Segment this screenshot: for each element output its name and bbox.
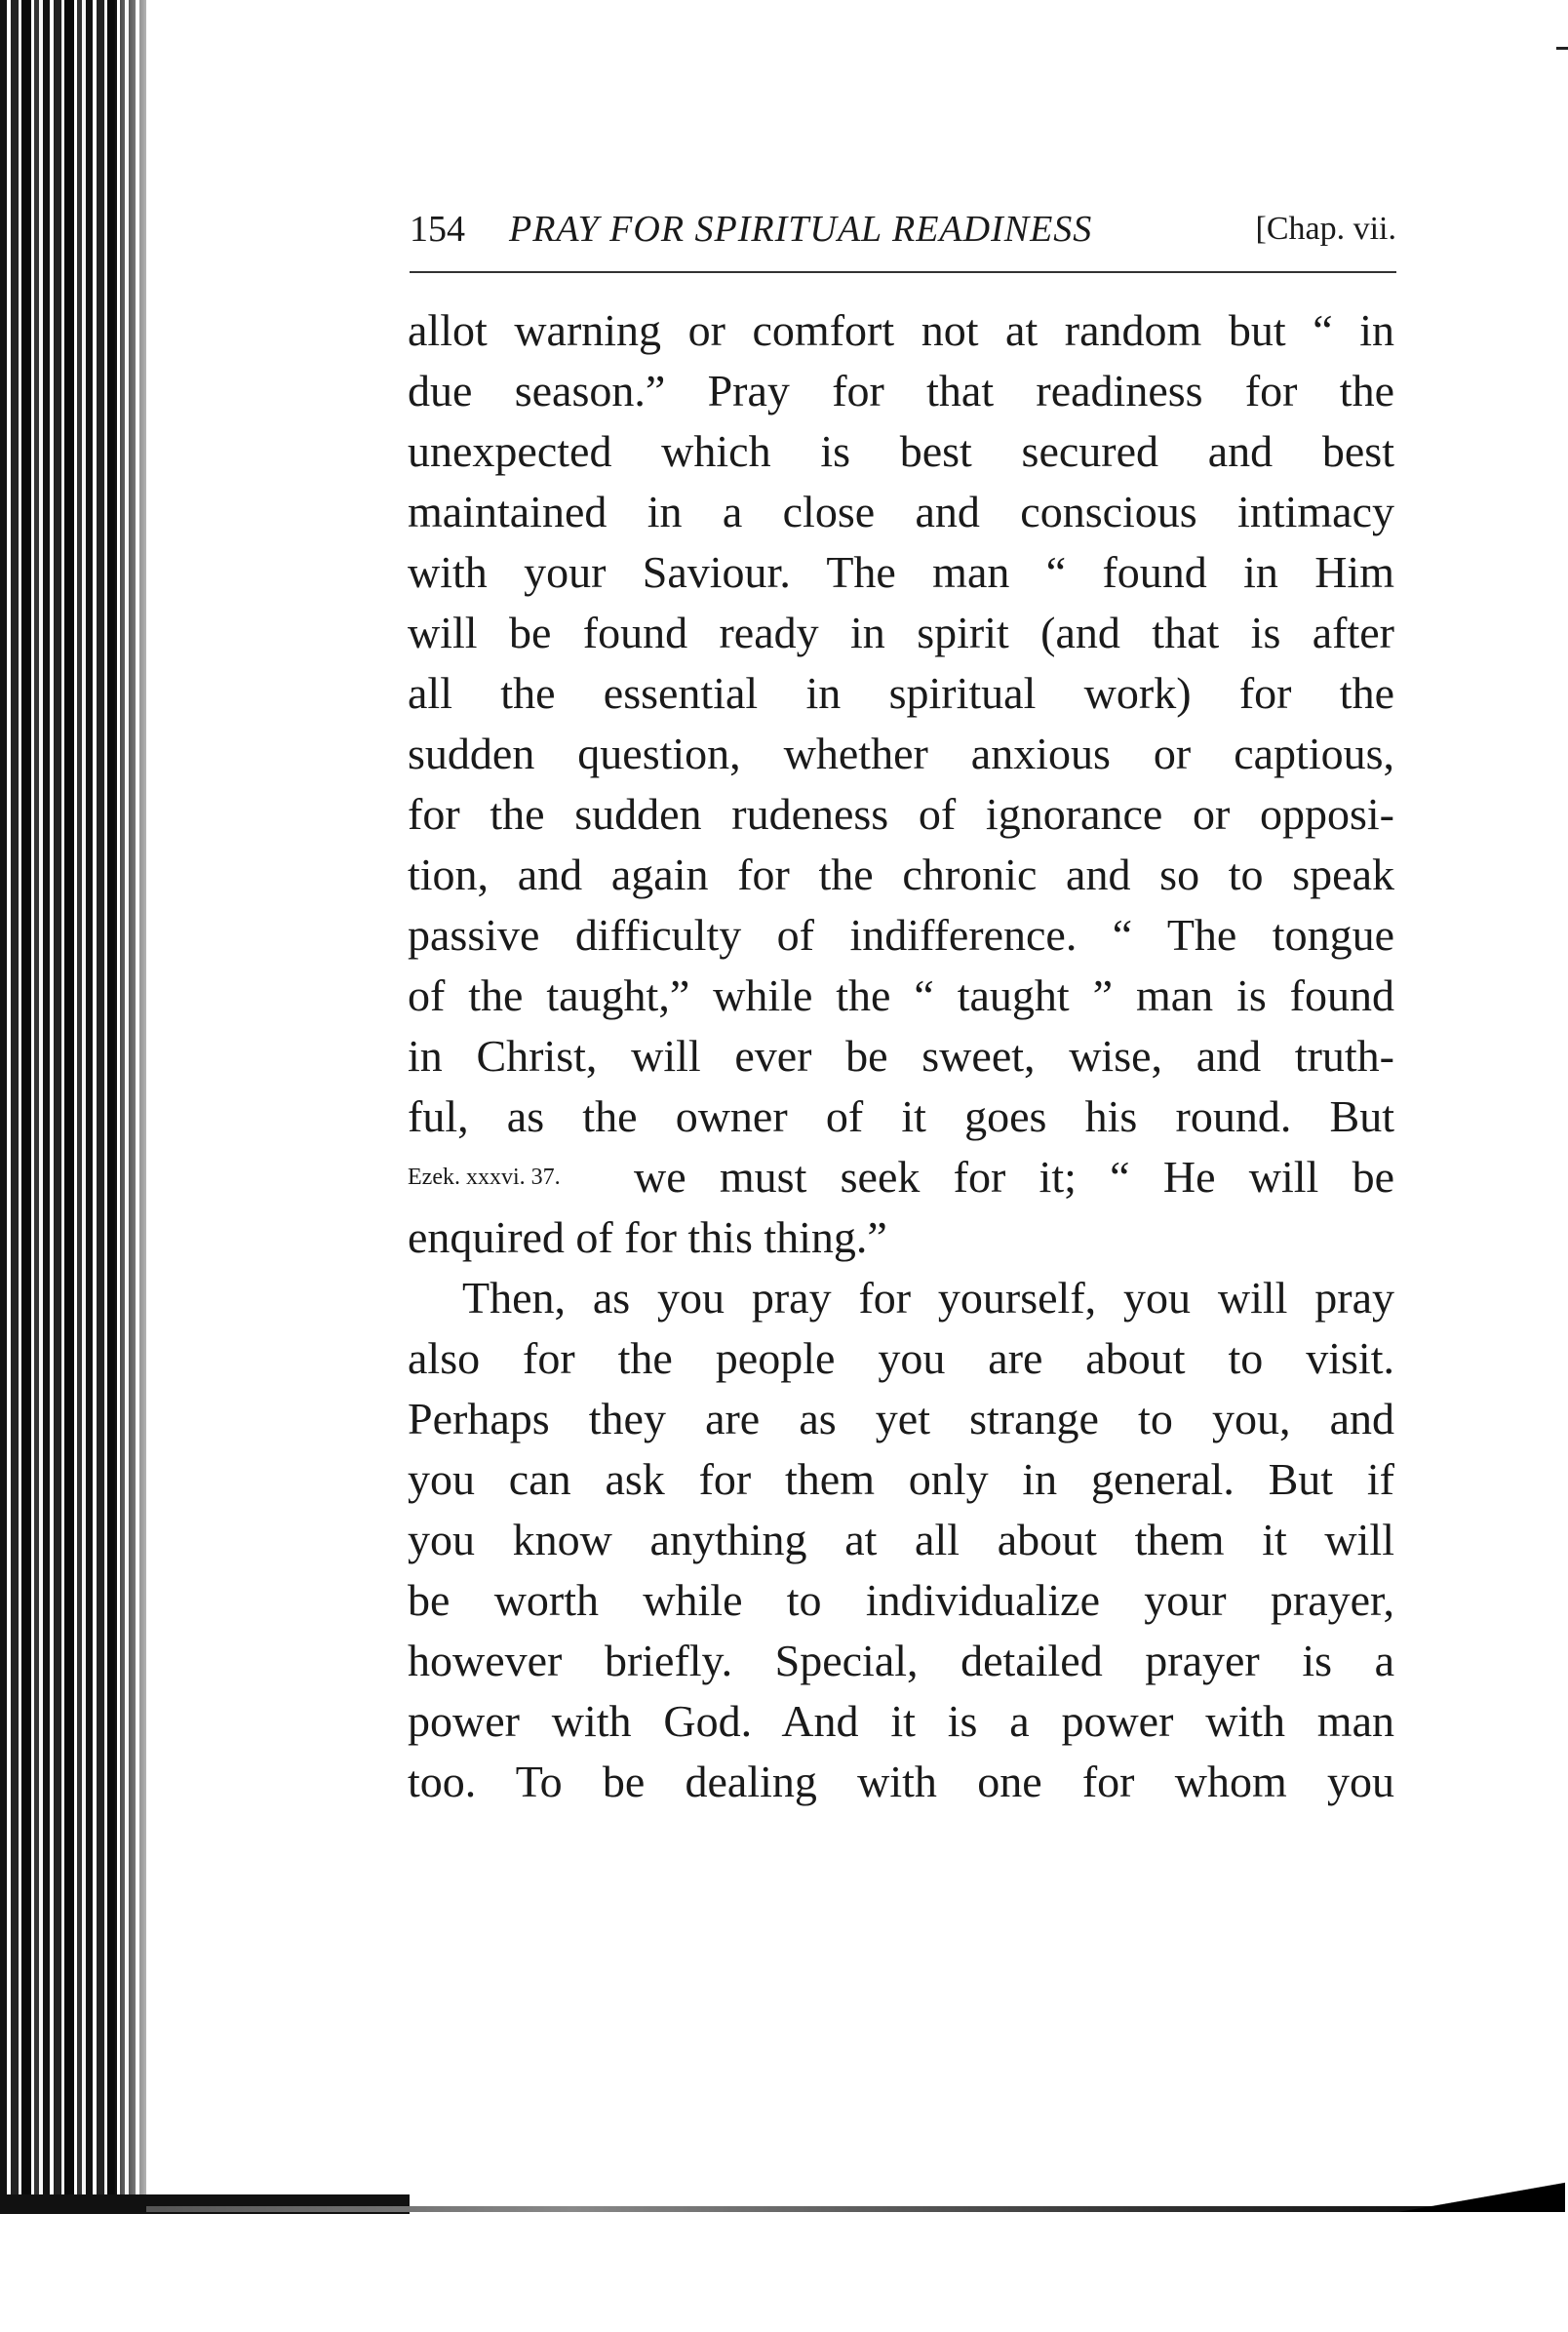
- text-line: of the taught,” while the “ taught ” man is found: [408, 970, 1394, 1020]
- body-text: [408, 300, 1394, 1812]
- text-line: in Christ, will ever be sweet, wise, and truth-: [408, 1031, 1394, 1081]
- page-number: 154: [410, 209, 465, 250]
- text-line: tion, and again for the chronic and so to speak: [408, 850, 1394, 899]
- book-spine-shadow: [0, 0, 146, 2214]
- bottom-corner-shadow: [1390, 2177, 1565, 2212]
- text-line: sudden question, whether anxious or captious,: [408, 729, 1394, 778]
- paragraph-1: [408, 300, 1394, 1268]
- text-line: you can ask for them only in general. But if: [408, 1454, 1394, 1504]
- corner-mark: [1556, 47, 1568, 50]
- text-line: ful, as the owner of it goes his round. But: [408, 1091, 1394, 1141]
- chapter-label: [Chap. vii.: [1255, 211, 1396, 247]
- text-line: with your Saviour. The man “ found in Him: [408, 547, 1394, 597]
- text-line: we must seek for it; “ He will be: [634, 1152, 1394, 1202]
- bottom-edge-shadow: [146, 2206, 1565, 2212]
- text-line: for the sudden rudeness of ignorance or opposi-: [408, 789, 1394, 839]
- text-line: Perhaps they are as yet strange to you, and: [408, 1394, 1394, 1443]
- margin-note: Ezek. xxxvi. 37.: [408, 1165, 561, 1190]
- text-line: due season.” Pray for that readiness for the: [408, 366, 1394, 415]
- running-title: PRAY FOR SPIRITUAL READINESS: [509, 209, 1093, 250]
- text-line: enquired of for this thing.”: [408, 1212, 887, 1262]
- header-rule: [410, 271, 1396, 273]
- text-line: you know anything at all about them it will: [408, 1515, 1394, 1564]
- paragraph-2: [408, 1268, 1394, 1812]
- text-line: passive difficulty of indifference. “ The tongue: [408, 910, 1394, 960]
- text-line: however briefly. Special, detailed prayer is a: [408, 1636, 1394, 1685]
- text-line: too. To be dealing with one for whom you: [408, 1757, 1394, 1806]
- text-line: power with God. And it is a power with man: [408, 1696, 1394, 1746]
- text-line: all the essential in spiritual work) for the: [408, 668, 1394, 718]
- text-line: also for the people you are about to visit.: [408, 1333, 1394, 1383]
- running-header: [410, 200, 1396, 258]
- text-line: Then, as you pray for yourself, you will pray: [462, 1273, 1394, 1323]
- text-line: will be found ready in spirit (and that is after: [408, 608, 1394, 657]
- text-line: unexpected which is best secured and best: [408, 426, 1394, 476]
- text-line: be worth while to individualize your prayer,: [408, 1575, 1394, 1625]
- text-line: maintained in a close and conscious intimacy: [408, 487, 1394, 536]
- text-line: allot warning or comfort not at random but “ in: [408, 305, 1394, 355]
